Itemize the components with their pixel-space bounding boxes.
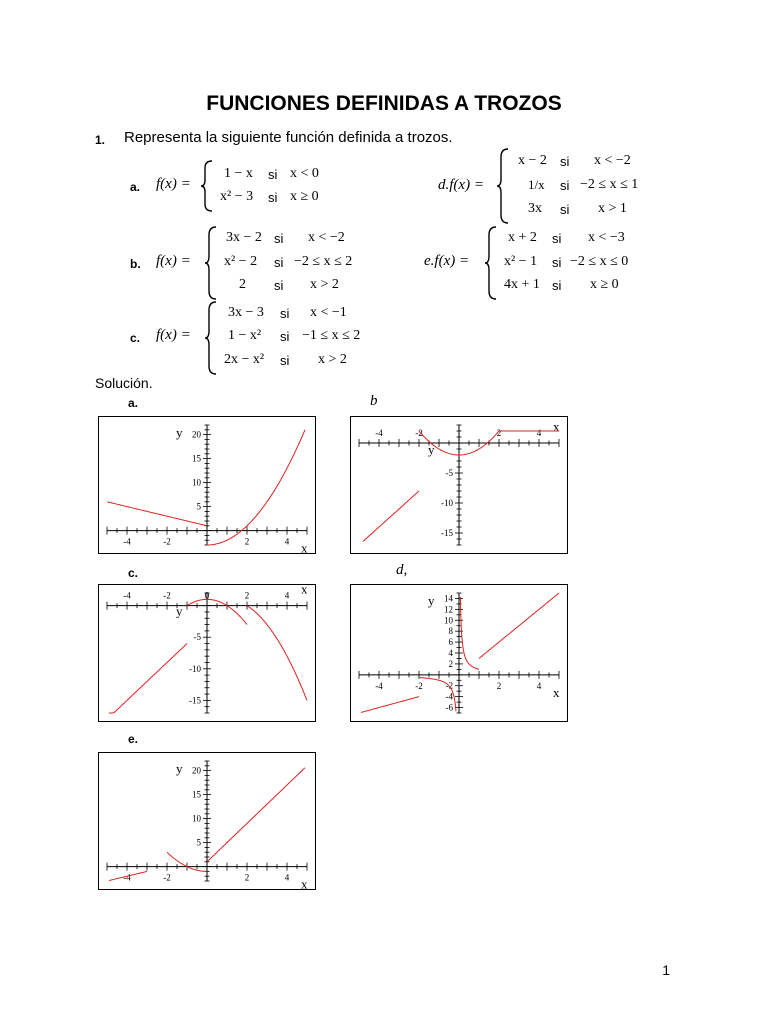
y-tick-label: -5 bbox=[193, 632, 201, 643]
plot-label-d: d, bbox=[396, 562, 408, 578]
x-tick-label: 4 bbox=[284, 872, 290, 883]
x-tick-label: 2 bbox=[496, 680, 502, 691]
y-tick-label: -15 bbox=[189, 695, 201, 706]
y-tick-label: 14 bbox=[444, 593, 453, 604]
function-name: d.f(x) = bbox=[438, 177, 484, 193]
plot-label-c: c. bbox=[128, 566, 139, 580]
y-tick-label: -15 bbox=[441, 528, 453, 538]
y-tick-label: -4 bbox=[445, 691, 453, 702]
function-label: a. bbox=[130, 180, 141, 194]
y-axis-label: y bbox=[428, 442, 435, 457]
x-tick-label: 2 bbox=[244, 872, 250, 883]
plot-label-b: b bbox=[370, 393, 378, 409]
x-axis-label: x bbox=[553, 419, 560, 434]
plot-label-e: e. bbox=[128, 732, 139, 746]
x-tick-label: -2 bbox=[415, 428, 423, 438]
plot-e bbox=[98, 752, 316, 890]
case-row: x − 2 si x < −2 bbox=[518, 153, 631, 169]
x-tick-label: -2 bbox=[163, 872, 171, 883]
y-tick-label: 2 bbox=[448, 658, 453, 669]
case-row: 4x + 1 si x ≥ 0 bbox=[504, 277, 619, 293]
y-axis-label: y bbox=[176, 425, 183, 440]
x-tick-label: -4 bbox=[123, 590, 131, 601]
function-label: b. bbox=[130, 257, 141, 271]
y-axis-label: y bbox=[428, 593, 435, 608]
plot-b-svg bbox=[351, 417, 567, 553]
function-label: c. bbox=[130, 331, 141, 345]
curve-segment-3 bbox=[207, 768, 305, 862]
curve-segment-2 bbox=[207, 430, 305, 545]
curve-segment-3 bbox=[460, 597, 479, 670]
y-tick-label: -10 bbox=[441, 498, 453, 508]
x-tick-label: -2 bbox=[163, 536, 171, 547]
left-brace-icon bbox=[204, 226, 218, 300]
case-row: 1 − x si x < 0 bbox=[224, 166, 319, 182]
y-axis-label: y bbox=[176, 603, 183, 619]
case-row: 2 si x > 2 bbox=[239, 277, 339, 293]
y-tick-label: -10 bbox=[189, 663, 201, 674]
case-row: x + 2 si x < −3 bbox=[508, 230, 625, 246]
exercise-number: 1. bbox=[95, 133, 106, 147]
case-row: 3x si x > 1 bbox=[528, 201, 627, 217]
y-tick-label: 12 bbox=[444, 604, 453, 615]
solution-heading: Solución. bbox=[95, 375, 153, 391]
y-tick-label: 20 bbox=[192, 429, 201, 440]
plot-e-svg bbox=[99, 753, 315, 889]
y-tick-label: 10 bbox=[444, 615, 453, 626]
x-tick-label: -4 bbox=[123, 536, 131, 547]
left-brace-icon bbox=[484, 226, 498, 300]
case-row: 1 − x² si −1 ≤ x ≤ 2 bbox=[228, 328, 361, 344]
function-name: f(x) = bbox=[156, 176, 191, 192]
x-axis-label: x bbox=[301, 876, 308, 889]
plot-a bbox=[98, 416, 316, 554]
x-tick-label: 2 bbox=[244, 590, 250, 601]
function-name: f(x) = bbox=[156, 327, 191, 343]
x-tick-label: -2 bbox=[163, 590, 171, 601]
x-tick-label: 4 bbox=[536, 428, 542, 438]
y-tick-label: -5 bbox=[445, 468, 453, 478]
case-row: 1/x si −2 ≤ x ≤ 1 bbox=[528, 177, 639, 193]
plot-a-svg bbox=[99, 417, 315, 553]
exercise-statement: Representa la siguiente función definida a trozos. bbox=[124, 129, 453, 146]
x-tick-label: 4 bbox=[284, 590, 290, 601]
y-tick-label: 8 bbox=[448, 626, 453, 637]
y-tick-label: 6 bbox=[448, 637, 453, 648]
case-row: x² − 2 si −2 ≤ x ≤ 2 bbox=[224, 254, 353, 270]
case-row: x² − 1 si −2 ≤ x ≤ 0 bbox=[504, 254, 629, 270]
plot-c-svg bbox=[99, 585, 315, 721]
curve-segment-2 bbox=[187, 599, 247, 624]
page-number: 1 bbox=[662, 962, 670, 978]
case-row: 3x − 2 si x < −2 bbox=[226, 230, 345, 246]
y-tick-label: 10 bbox=[192, 813, 201, 824]
page-title: FUNCIONES DEFINIDAS A TROZOS bbox=[206, 92, 562, 115]
x-tick-label: 2 bbox=[244, 536, 250, 547]
curve-segment-1 bbox=[363, 491, 419, 541]
plot-label-a: a. bbox=[128, 396, 139, 410]
function-name: e.f(x) = bbox=[424, 253, 470, 269]
left-brace-icon bbox=[204, 301, 218, 375]
x-axis-label: x bbox=[301, 540, 308, 553]
y-tick-label: -2 bbox=[445, 680, 453, 691]
y-tick-label: 10 bbox=[192, 477, 201, 488]
x-tick-label: -4 bbox=[375, 680, 383, 691]
x-tick-label: 2 bbox=[496, 428, 502, 438]
plot-c bbox=[98, 584, 316, 722]
plot-d-svg bbox=[351, 585, 567, 721]
y-axis-label: y bbox=[176, 761, 183, 776]
y-tick-label: 4 bbox=[448, 648, 453, 658]
x-tick-label: 4 bbox=[284, 536, 290, 547]
x-tick-label: 4 bbox=[536, 680, 542, 691]
y-tick-label: 5 bbox=[196, 837, 201, 848]
case-row: 2x − x² si x > 2 bbox=[224, 352, 347, 368]
case-row: 3x − 3 si x < −1 bbox=[228, 305, 347, 321]
x-axis-label: x bbox=[553, 684, 560, 700]
plot-d bbox=[350, 584, 568, 722]
curve-segment-1 bbox=[361, 697, 419, 713]
curve-segment-1 bbox=[109, 644, 187, 714]
x-tick-label: -4 bbox=[375, 428, 383, 438]
plot-b bbox=[350, 416, 568, 554]
left-brace-icon bbox=[496, 148, 510, 224]
y-tick-label: 15 bbox=[192, 453, 201, 464]
x-axis-label: x bbox=[301, 585, 308, 597]
curve-segment-4 bbox=[479, 593, 559, 659]
y-tick-label: -6 bbox=[445, 702, 453, 713]
x-tick-label: 0 bbox=[204, 590, 210, 601]
y-tick-label: 20 bbox=[192, 765, 201, 776]
x-tick-label: -2 bbox=[415, 680, 423, 691]
case-row: x² − 3 si x ≥ 0 bbox=[220, 189, 319, 205]
curve-segment-3 bbox=[247, 606, 307, 701]
function-name: f(x) = bbox=[156, 253, 191, 269]
left-brace-icon bbox=[200, 160, 214, 212]
curve-segment-1 bbox=[107, 502, 207, 526]
x-tick-label: -4 bbox=[123, 872, 131, 883]
y-tick-label: 5 bbox=[196, 501, 201, 512]
y-tick-label: 15 bbox=[192, 789, 201, 800]
